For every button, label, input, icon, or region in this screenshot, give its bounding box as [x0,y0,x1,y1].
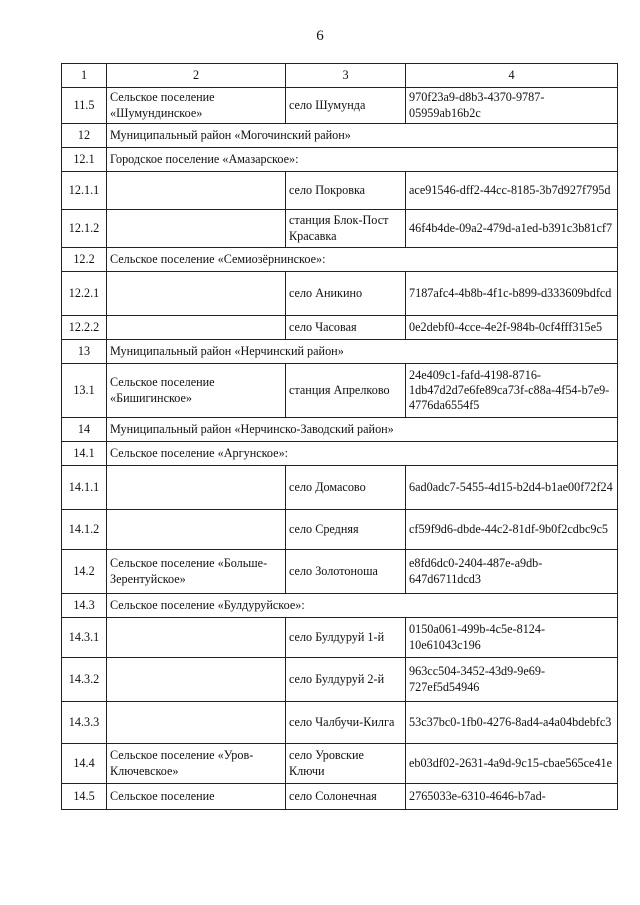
header-col-4: 4 [406,64,618,88]
row-number: 12.2 [62,248,107,272]
settlement-name: Сельское поселение «Больше-Зерентуйское» [107,550,286,594]
guid-code: 53c37bc0-1fb0-4276-8ad4-a4a04bdebfc3 [406,702,618,744]
row-number: 14.1 [62,442,107,466]
guid-code: 46f4b4de-09a2-479d-a1ed-b391c3b81cf7 [406,210,618,248]
settlement-name: Сельское поселение [107,784,286,810]
table-row [62,442,618,466]
section-heading: Сельское поселение «Семиозёрнинское»: [107,248,618,272]
section-heading: Сельское поселение «Аргунское»: [107,442,618,466]
settlement-name [107,316,286,340]
settlement-name [107,510,286,550]
locality-name: село Булдуруй 2-й [286,658,406,702]
table-row [62,784,618,810]
row-number: 12.2.1 [62,272,107,316]
settlement-name [107,172,286,210]
settlement-name: Сельское поселение «Уров-Ключевское» [107,744,286,784]
row-number: 14.1.2 [62,510,107,550]
section-heading: Городское поселение «Амазарское»: [107,148,618,172]
locality-name: село Уровские Ключи [286,744,406,784]
header-col-1: 1 [62,64,107,88]
section-heading: Муниципальный район «Могочинский район» [107,124,618,148]
row-number: 12.1.2 [62,210,107,248]
locality-name: село Солонечная [286,784,406,810]
row-number: 14.3 [62,594,107,618]
row-number: 14.1.1 [62,466,107,510]
guid-code: 6ad0adc7-5455-4d15-b2d4-b1ae00f72f24 [406,466,618,510]
table-row [62,364,618,418]
section-heading: Муниципальный район «Нерчинский район» [107,340,618,364]
guid-code: 970f23a9-d8b3-4370-9787-05959ab16b2c [406,88,618,124]
locality-name: село Домасово [286,466,406,510]
table-header-row [62,64,618,88]
locality-name: станция Блок-Пост Красавка [286,210,406,248]
row-number: 14.2 [62,550,107,594]
section-heading: Сельское поселение «Булдуруйское»: [107,594,618,618]
row-number: 14.5 [62,784,107,810]
row-number: 14 [62,418,107,442]
settlement-name: Сельское поселение «Шумундинское» [107,88,286,124]
table-row [62,658,618,702]
table-row [62,618,618,658]
guid-code: cf59f9d6-dbde-44c2-81df-9b0f2cdbc9c5 [406,510,618,550]
section-heading: Муниципальный район «Нерчинско-Заводский район» [107,418,618,442]
table-row [62,744,618,784]
table-row [62,702,618,744]
table-body [62,64,618,810]
settlement-name: Сельское поселение «Бишигинское» [107,364,286,418]
locality-name: село Средняя [286,510,406,550]
row-number: 13 [62,340,107,364]
table-row [62,124,618,148]
table-row [62,594,618,618]
settlement-name [107,702,286,744]
table-row [62,418,618,442]
guid-code: 0150a061-499b-4c5e-8124-10e61043c196 [406,618,618,658]
settlement-name [107,272,286,316]
table-row [62,340,618,364]
guid-code: 2765033e-6310-4646-b7ad- [406,784,618,810]
table-row [62,316,618,340]
row-number: 14.3.3 [62,702,107,744]
table-row [62,88,618,124]
locality-name: станция Апрелково [286,364,406,418]
guid-code: 7187afc4-4b8b-4f1c-b899-d333609bdfcd [406,272,618,316]
header-col-3: 3 [286,64,406,88]
settlement-name [107,658,286,702]
settlements-table [61,63,618,810]
guid-code: 0e2debf0-4cce-4e2f-984b-0cf4fff315e5 [406,316,618,340]
settlement-name [107,210,286,248]
settlement-name [107,618,286,658]
table-row [62,466,618,510]
locality-name: село Часовая [286,316,406,340]
row-number: 12.2.2 [62,316,107,340]
row-number: 12 [62,124,107,148]
locality-name: село Покровка [286,172,406,210]
table-row [62,272,618,316]
locality-name: село Чалбучи-Килга [286,702,406,744]
row-number: 11.5 [62,88,107,124]
header-col-2: 2 [107,64,286,88]
row-number: 14.3.1 [62,618,107,658]
locality-name: село Золотоноша [286,550,406,594]
settlement-name [107,466,286,510]
guid-code: 24e409c1-fafd-4198-8716-1db47d2d7e6fe89ca73f-c88a-4f54-b7e9-4776da6554f5 [406,364,618,418]
table-row [62,550,618,594]
row-number: 13.1 [62,364,107,418]
table-row [62,510,618,550]
table-row [62,172,618,210]
locality-name: село Шумунда [286,88,406,124]
row-number: 12.1.1 [62,172,107,210]
table-row [62,248,618,272]
table-row [62,210,618,248]
locality-name: село Булдуруй 1-й [286,618,406,658]
row-number: 14.4 [62,744,107,784]
page-number: 6 [316,28,324,44]
guid-code: ace91546-dff2-44cc-8185-3b7d927f795d [406,172,618,210]
guid-code: 963cc504-3452-43d9-9e69-727ef5d54946 [406,658,618,702]
locality-name: село Аникино [286,272,406,316]
table-row [62,148,618,172]
guid-code: eb03df02-2631-4a9d-9c15-cbae565ce41e [406,744,618,784]
row-number: 14.3.2 [62,658,107,702]
guid-code: e8fd6dc0-2404-487e-a9db-647d6711dcd3 [406,550,618,594]
row-number: 12.1 [62,148,107,172]
